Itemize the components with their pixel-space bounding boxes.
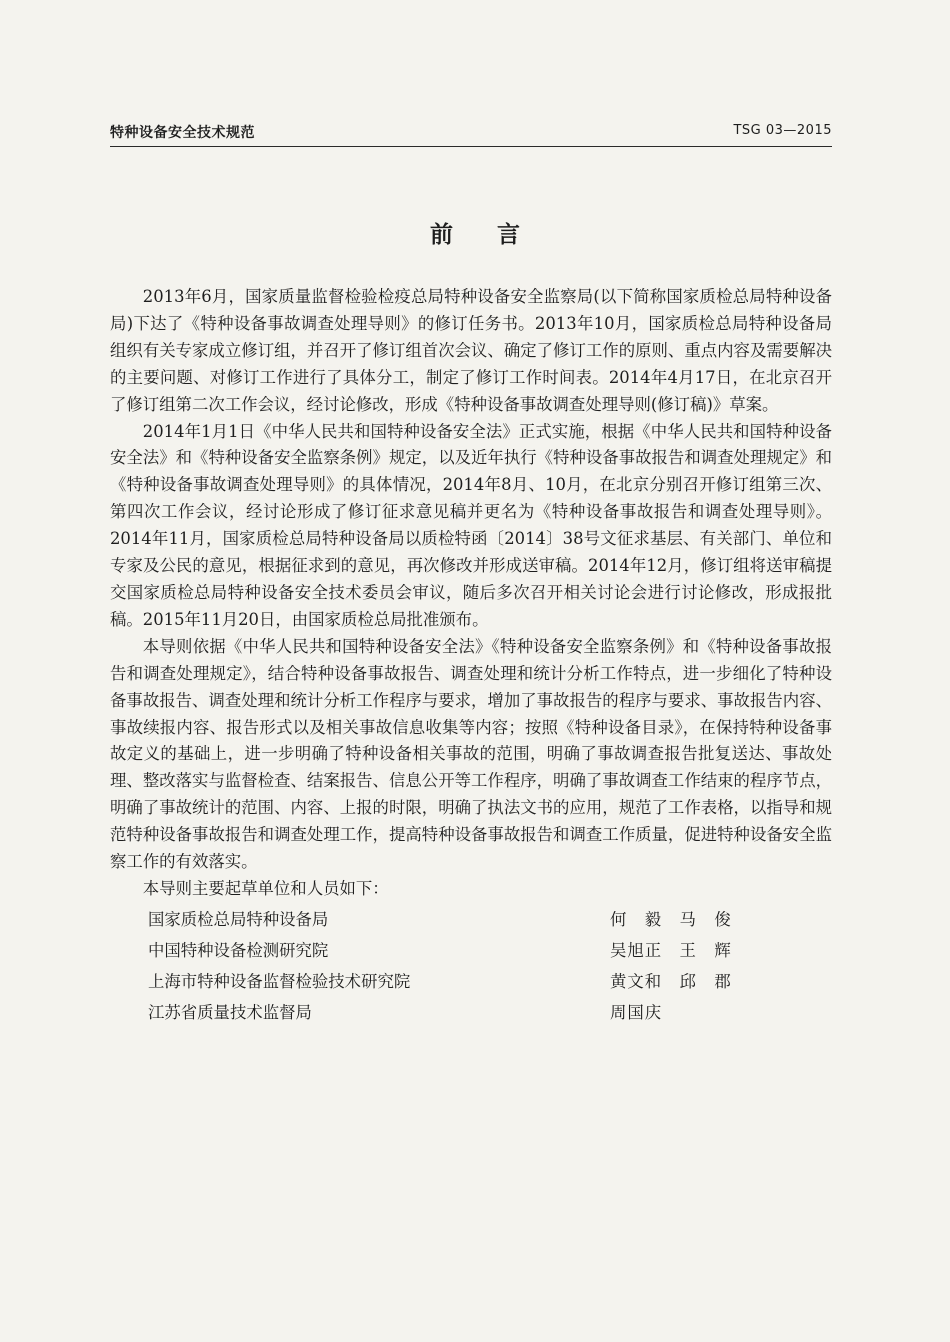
running-header [110,120,832,147]
unit-name: 国家质检总局特种设备局 [148,909,329,929]
header-standard-number: TSG 03—2015 [733,123,832,138]
unit-people: 周国庆 [610,1002,663,1022]
unit-people: 吴旭正 王 辉 [610,940,732,960]
drafting-units-intro: 本导则主要起草单位和人员如下： [142,878,389,898]
list-item [110,935,832,966]
drafting-units-list [110,904,832,1028]
unit-people: 何 毅 马 俊 [610,909,732,929]
page-title: 前言 [430,222,564,248]
unit-people: 黄文和 邱 郡 [610,971,732,991]
preface-paragraph-1: 2013年6月，国家质量监督检验检疫总局特种设备安全监察局(以下简称国家质检总局特种设备局)下达了《特种设备事故调查处理导则》的修订任务书。2013年10月，国家质检总局特种设备局组织有关专家成立修订组，并召开了修订组首次会议、确定了修订工作的原则、重点内容及需要解决的主要问题、对修订工作进行了具体分工，制定了修订工作时间表。2014年4月17日，在北京召开了修订组第二次工作会议，经讨论修改，形成《特种设备事故调查处理导则(修订稿)》草案。 [110,287,832,414]
unit-name: 上海市特种设备监督检验技术研究院 [148,971,411,991]
list-item [110,966,832,997]
list-item [110,997,832,1028]
header-series-title: 特种设备安全技术规范 [110,125,255,141]
unit-name: 江苏省质量技术监督局 [148,1002,312,1022]
preface-body [110,284,832,1028]
unit-name: 中国特种设备检测研究院 [148,940,329,960]
preface-paragraph-3: 本导则依据《中华人民共和国特种设备安全法》《特种设备安全监察条例》和《特种设备事故报告和调查处理规定》，结合特种设备事故报告、调查处理和统计分析工作特点，进一步细化了特种设备事故报告、调查处理和统计分析工作程序与要求，增加了事故报告的程序与要求、事故报告内容、事故续报内容、报告形式以及相关事故信息收集等内容；按照《特种设备目录》，在保持特种设备事故定义的基础上，进一步明确了特种设备相关事故的范围，明确了事故调查报告批复送达、事故处理、整改落实与监督检查、结案报告、信息公开等工作程序，明确了事故调查工作结束的程序节点，明确了事故统计的范围、内容、上报的时限，明确了执法文书的应用，规范了工作表格，以指导和规范特种设备事故报告和调查处理工作，提高特种设备事故报告和调查工作质量，促进特种设备安全监察工作的有效落实。 [110,636,832,872]
list-item [110,904,832,935]
preface-paragraph-2: 2014年1月1日《中华人民共和国特种设备安全法》正式实施，根据《中华人民共和国特种设备安全法》和《特种设备安全监察条例》规定，以及近年执行《特种设备事故报告和调查处理规定》和《特种设备事故调查处理导则》的具体情况，2014年8月、10月，在北京分别召开修订组第三次、第四次工作会议，经讨论形成了修订征求意见稿并更名为《特种设备事故报告和调查处理导则》。2014年11月，国家质检总局特种设备局以质检特函〔2014〕38号文征求基层、有关部门、单位和专家及公民的意见，根据征求到的意见，再次修改并形成送审稿。2014年12月，修订组将送审稿提交国家质检总局特种设备安全技术委员会审议，随后多次召开相关讨论会进行讨论修改，形成报批稿。2015年11月20日，由国家质检总局批准颁布。 [110,421,832,629]
